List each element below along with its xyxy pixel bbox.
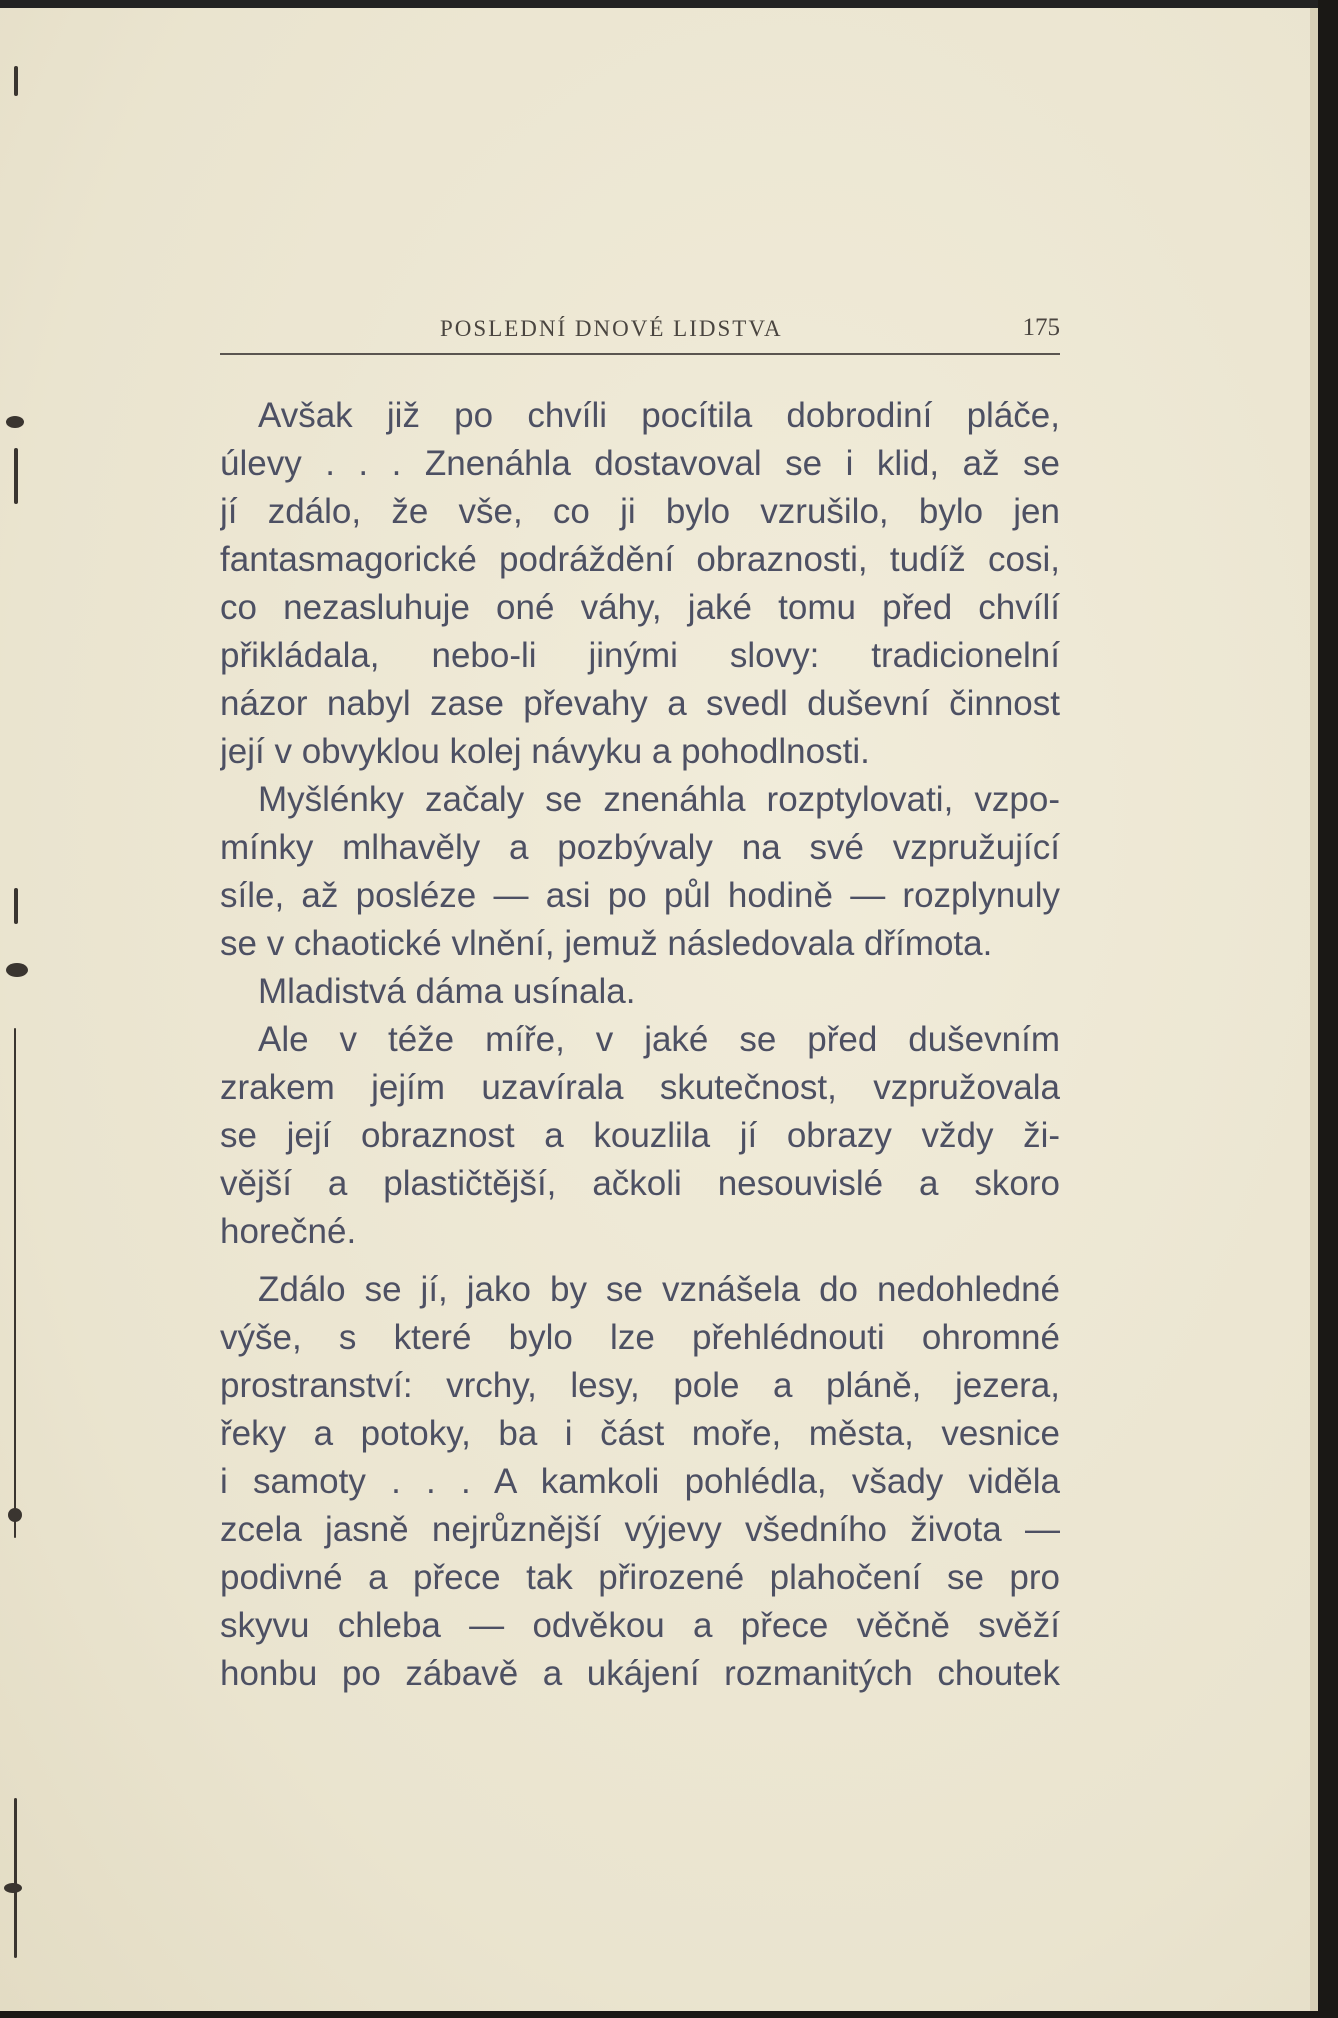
text-line: Avšak již po chvíli pocítila dobrodiní pláče, — [258, 396, 1060, 435]
text-line: zrakem jejím uzavírala skutečnost, vzpružovala — [220, 1068, 1060, 1107]
body-text — [220, 392, 1060, 1698]
text-line: jí zdálo, že vše, co ji bylo vzrušilo, bylo jen — [220, 492, 1060, 531]
text-line: Myšlénky začaly se znenáhla rozptylovati, vzpo- — [258, 780, 1060, 819]
book-page — [0, 8, 1318, 2011]
page-edge — [1310, 8, 1318, 2011]
text-line: vější a plastičtější, ačkoli nesouvislé a skoro — [220, 1164, 1060, 1203]
paragraph — [220, 776, 1060, 968]
binding-mark — [6, 416, 24, 428]
text-line: se její obraznost a kouzlila jí obrazy vždy ži- — [220, 1116, 1060, 1155]
text-line: úlevy . . . Znenáhla dostavoval se i klid, až se — [220, 444, 1060, 483]
binding-mark — [14, 888, 18, 924]
text-line: její v obvyklou kolej návyku a pohodlnosti. — [220, 732, 870, 771]
page-number: 175 — [1022, 314, 1060, 341]
paragraph — [220, 392, 1060, 776]
text-line: síle, až posléze — asi po půl hodině — rozplynuly — [220, 876, 1060, 915]
text-line: i samoty . . . A kamkoli pohlédla, všady viděla — [220, 1462, 1060, 1501]
running-title: POSLEDNÍ DNOVÉ LIDSTVA — [440, 316, 783, 341]
text-line: Mladistvá dáma usínala. — [258, 972, 636, 1011]
text-line: přikládala, nebo-li jinými slovy: tradicionelní — [220, 636, 1060, 675]
running-head — [220, 312, 1060, 348]
paragraph — [220, 1016, 1060, 1256]
text-line: řeky a potoky, ba i část moře, města, vesnice — [220, 1414, 1060, 1453]
binding-mark — [14, 1798, 17, 1958]
binding-mark — [4, 1883, 22, 1893]
text-line: skyvu chleba — odvěkou a přece věčně svěží — [220, 1606, 1060, 1645]
binding-mark — [14, 448, 18, 504]
text-line: Ale v téže míře, v jaké se před duševním — [258, 1020, 1060, 1059]
text-line: horečné. — [220, 1212, 357, 1251]
text-line: fantasmagorické podráždění obraznosti, tudíž cosi, — [220, 540, 1060, 579]
binding-mark — [14, 66, 18, 96]
header-rule — [220, 353, 1060, 355]
text-line: Zdálo se jí, jako by se vznášela do nedohledné — [258, 1270, 1060, 1309]
text-line: podivné a přece tak přirozené plahočení se pro — [220, 1558, 1060, 1597]
text-line: honbu po zábavě a ukájení rozmanitých choutek — [220, 1654, 1060, 1693]
text-line: se v chaotické vlnění, jemuž následovala dřímota. — [220, 924, 993, 963]
scan-border-right — [1318, 0, 1338, 2018]
text-line: výše, s které bylo lze přehlédnouti ohromné — [220, 1318, 1060, 1357]
text-line: mínky mlhavěly a pozbývaly na své vzpružující — [220, 828, 1060, 867]
text-line: názor nabyl zase převahy a svedl duševní činnost — [220, 684, 1060, 723]
text-line: zcela jasně nejrůznější výjevy všedního života — — [220, 1510, 1060, 1549]
binding-mark — [6, 963, 28, 977]
binding-mark — [8, 1508, 22, 1522]
paragraph — [220, 1266, 1060, 1698]
text-line: co nezasluhuje oné váhy, jaké tomu před chvílí — [220, 588, 1060, 627]
paragraph — [220, 968, 1060, 1016]
binding-mark — [14, 1028, 16, 1538]
text-line: prostranství: vrchy, lesy, pole a pláně, jezera, — [220, 1366, 1060, 1405]
scan-border-top — [0, 0, 1338, 8]
